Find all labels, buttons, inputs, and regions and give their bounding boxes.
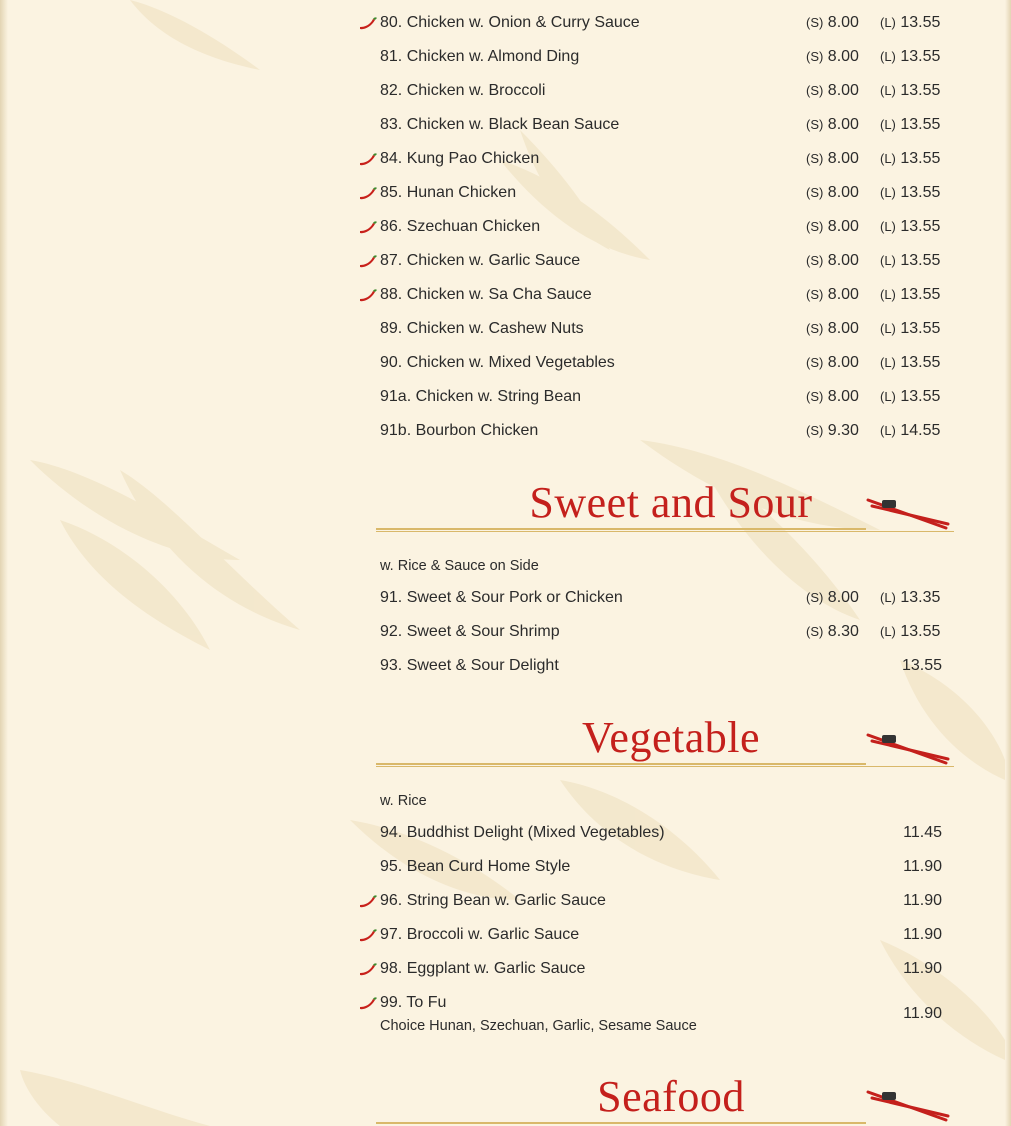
price-small-value: 8.00	[827, 82, 859, 99]
price-small-value: 8.30	[827, 623, 859, 640]
menu-item-name: 92. Sweet & Sour Shrimp	[380, 623, 560, 640]
price-small	[806, 218, 859, 236]
price-large	[880, 116, 940, 134]
menu-item-name: 83. Chicken w. Black Bean Sauce	[380, 116, 620, 133]
price-large	[880, 218, 940, 236]
menu-item-name: 98. Eggplant w. Garlic Sauce	[380, 960, 586, 977]
menu-item-row	[356, 280, 956, 314]
hot-pepper-icon	[358, 186, 378, 202]
size-small-tag: (S)	[806, 590, 824, 605]
size-large-tag: (L)	[880, 389, 896, 404]
price-large	[880, 150, 940, 168]
price-small-value: 8.00	[827, 150, 859, 167]
size-large-tag: (L)	[880, 423, 896, 438]
size-small-tag: (S)	[806, 49, 824, 64]
menu-item-name: 84. Kung Pao Chicken	[380, 150, 540, 167]
section-title-sweet-sour: Sweet and Sour	[529, 478, 813, 527]
price-large-value: 14.55	[900, 422, 941, 439]
menu-item-name: 93. Sweet & Sour Delight	[380, 657, 559, 674]
section-divider	[376, 528, 866, 530]
size-small-tag: (S)	[806, 423, 824, 438]
section-divider	[376, 1122, 866, 1124]
price-large-value: 13.55	[900, 116, 941, 133]
menu-item-name: 87. Chicken w. Garlic Sauce	[380, 252, 581, 269]
size-large-tag: (L)	[880, 219, 896, 234]
size-small-tag: (S)	[806, 151, 824, 166]
menu-item-name: 86. Szechuan Chicken	[380, 218, 541, 235]
price-large-value: 13.55	[900, 218, 941, 235]
price-large	[880, 320, 940, 338]
section-title-vegetable: Vegetable	[582, 713, 760, 762]
price: 11.90	[903, 892, 942, 909]
price-small	[806, 388, 859, 406]
menu-item-row	[356, 954, 956, 988]
size-large-tag: (L)	[880, 49, 896, 64]
price-large	[880, 623, 940, 641]
price-large-value: 13.55	[900, 623, 941, 640]
section-note: w. Rice	[380, 793, 427, 809]
menu-item-row	[356, 988, 956, 1034]
price-small-value: 8.00	[827, 286, 859, 303]
menu-item-name: 81. Chicken w. Almond Ding	[380, 48, 580, 65]
price-large	[880, 184, 940, 202]
size-large-tag: (L)	[880, 83, 896, 98]
price-small-value: 8.00	[827, 116, 859, 133]
price-small-value: 8.00	[827, 48, 859, 65]
price: 13.55	[901, 657, 942, 674]
size-large-tag: (L)	[880, 590, 896, 605]
size-small-tag: (S)	[806, 253, 824, 268]
menu-item-name: 88. Chicken w. Sa Cha Sauce	[380, 286, 592, 303]
size-large-tag: (L)	[880, 321, 896, 336]
menu-item-row	[356, 583, 956, 617]
price-large	[880, 422, 940, 440]
menu-item-row	[356, 920, 956, 954]
price-small-value: 8.00	[827, 252, 859, 269]
menu-item-row	[356, 76, 956, 110]
price-small-value: 8.00	[827, 388, 859, 405]
price-small	[806, 320, 859, 338]
price-small	[806, 589, 859, 607]
price-small-value: 8.00	[827, 354, 859, 371]
price-large	[880, 354, 940, 372]
menu-item-row	[356, 144, 956, 178]
price-small	[806, 116, 859, 134]
price-large	[880, 14, 940, 32]
size-small-tag: (S)	[806, 185, 824, 200]
price-small-value: 8.00	[827, 320, 859, 337]
menu-item-name: 91. Sweet & Sour Pork or Chicken	[380, 589, 623, 606]
menu-item-name: 99. To Fu	[380, 994, 447, 1011]
menu-item-name: 95. Bean Curd Home Style	[380, 858, 571, 875]
hot-pepper-icon	[358, 16, 378, 32]
size-large-tag: (L)	[880, 355, 896, 370]
menu-item-row	[356, 348, 956, 382]
menu-item-name: 94. Buddhist Delight (Mixed Vegetables)	[380, 824, 665, 841]
price-large	[880, 589, 940, 607]
price: 11.90	[903, 960, 942, 977]
size-large-tag: (L)	[880, 151, 896, 166]
menu-item-row	[356, 42, 956, 76]
menu-item-name: 91a. Chicken w. String Bean	[380, 388, 582, 405]
size-large-tag: (L)	[880, 185, 896, 200]
menu-item-row	[356, 416, 956, 450]
price-small-value: 8.00	[827, 14, 859, 31]
size-small-tag: (S)	[806, 287, 824, 302]
price-large	[880, 286, 940, 304]
price-large	[880, 82, 940, 100]
price-small	[806, 422, 859, 440]
menu-item-name: 85. Hunan Chicken	[380, 184, 517, 201]
price-small	[806, 623, 859, 641]
menu-item-row	[356, 314, 956, 348]
price-small-value: 8.00	[827, 589, 859, 606]
menu-item-name: 80. Chicken w. Onion & Curry Sauce	[380, 14, 640, 31]
menu-item-row	[356, 886, 956, 920]
price-small	[806, 252, 859, 270]
price-small	[806, 48, 859, 66]
price-large	[880, 48, 940, 66]
menu-item-row	[356, 818, 956, 852]
price-small	[806, 82, 859, 100]
price-large	[880, 252, 940, 270]
menu-item-row	[356, 246, 956, 280]
price-small	[806, 184, 859, 202]
section-note: w. Rice & Sauce on Side	[380, 558, 539, 574]
menu-item-row	[356, 852, 956, 886]
price-large	[880, 388, 940, 406]
price-large-value: 13.55	[900, 48, 941, 65]
menu-item-row	[356, 617, 956, 651]
size-small-tag: (S)	[806, 219, 824, 234]
chopsticks-icon	[866, 494, 950, 534]
price-large-value: 13.55	[900, 82, 941, 99]
price-large-value: 13.55	[900, 388, 941, 405]
size-large-tag: (L)	[880, 624, 896, 639]
price-small	[806, 14, 859, 32]
price-large-value: 13.55	[900, 320, 941, 337]
menu-item-name: 97. Broccoli w. Garlic Sauce	[380, 926, 580, 943]
hot-pepper-icon	[358, 894, 378, 910]
size-small-tag: (S)	[806, 117, 824, 132]
price-small-value: 8.00	[827, 184, 859, 201]
menu-item-row	[356, 110, 956, 144]
menu-item-row	[356, 178, 956, 212]
size-small-tag: (S)	[806, 389, 824, 404]
price: 11.90	[903, 858, 942, 875]
size-small-tag: (S)	[806, 624, 824, 639]
menu-item-row	[356, 382, 956, 416]
price: 11.90	[903, 1005, 942, 1022]
size-large-tag: (L)	[880, 287, 896, 302]
price-small	[806, 150, 859, 168]
price-large-value: 13.35	[900, 589, 941, 606]
price-large-value: 13.55	[900, 354, 941, 371]
price-large-value: 13.55	[900, 184, 941, 201]
price-small-value: 9.30	[827, 422, 859, 439]
price-large-value: 13.55	[900, 252, 941, 269]
section-title-seafood: Seafood	[597, 1072, 745, 1121]
hot-pepper-icon	[358, 962, 378, 978]
menu-item-name: 96. String Bean w. Garlic Sauce	[380, 892, 606, 909]
hot-pepper-icon	[358, 152, 378, 168]
size-small-tag: (S)	[806, 83, 824, 98]
price-large-value: 13.55	[900, 14, 941, 31]
size-small-tag: (S)	[806, 355, 824, 370]
chopsticks-icon	[866, 1086, 950, 1126]
hot-pepper-icon	[358, 928, 378, 944]
menu-item-name: 89. Chicken w. Cashew Nuts	[380, 320, 584, 337]
price-small	[806, 286, 859, 304]
size-small-tag: (S)	[806, 15, 824, 30]
menu-item-name: 82. Chicken w. Broccoli	[380, 82, 546, 99]
menu-item-name: 91b. Bourbon Chicken	[380, 422, 539, 439]
menu-item-row	[356, 8, 956, 42]
size-large-tag: (L)	[880, 15, 896, 30]
hot-pepper-icon	[358, 254, 378, 270]
hot-pepper-icon	[358, 220, 378, 236]
size-large-tag: (L)	[880, 253, 896, 268]
price-large-value: 13.55	[900, 286, 941, 303]
hot-pepper-icon	[358, 996, 378, 1012]
menu-item-row	[356, 651, 956, 685]
menu-item-name: 90. Chicken w. Mixed Vegetables	[380, 354, 615, 371]
section-divider	[376, 763, 866, 765]
size-large-tag: (L)	[880, 117, 896, 132]
price-large-value: 13.55	[900, 150, 941, 167]
price: 11.90	[903, 926, 942, 943]
price-small	[806, 354, 859, 372]
price: 11.45	[903, 824, 942, 841]
price-small-value: 8.00	[827, 218, 859, 235]
menu-item-description: Choice Hunan, Szechuan, Garlic, Sesame Sauce	[380, 1018, 697, 1034]
size-small-tag: (S)	[806, 321, 824, 336]
chopsticks-icon	[866, 729, 950, 769]
menu-item-row	[356, 212, 956, 246]
hot-pepper-icon	[358, 288, 378, 304]
